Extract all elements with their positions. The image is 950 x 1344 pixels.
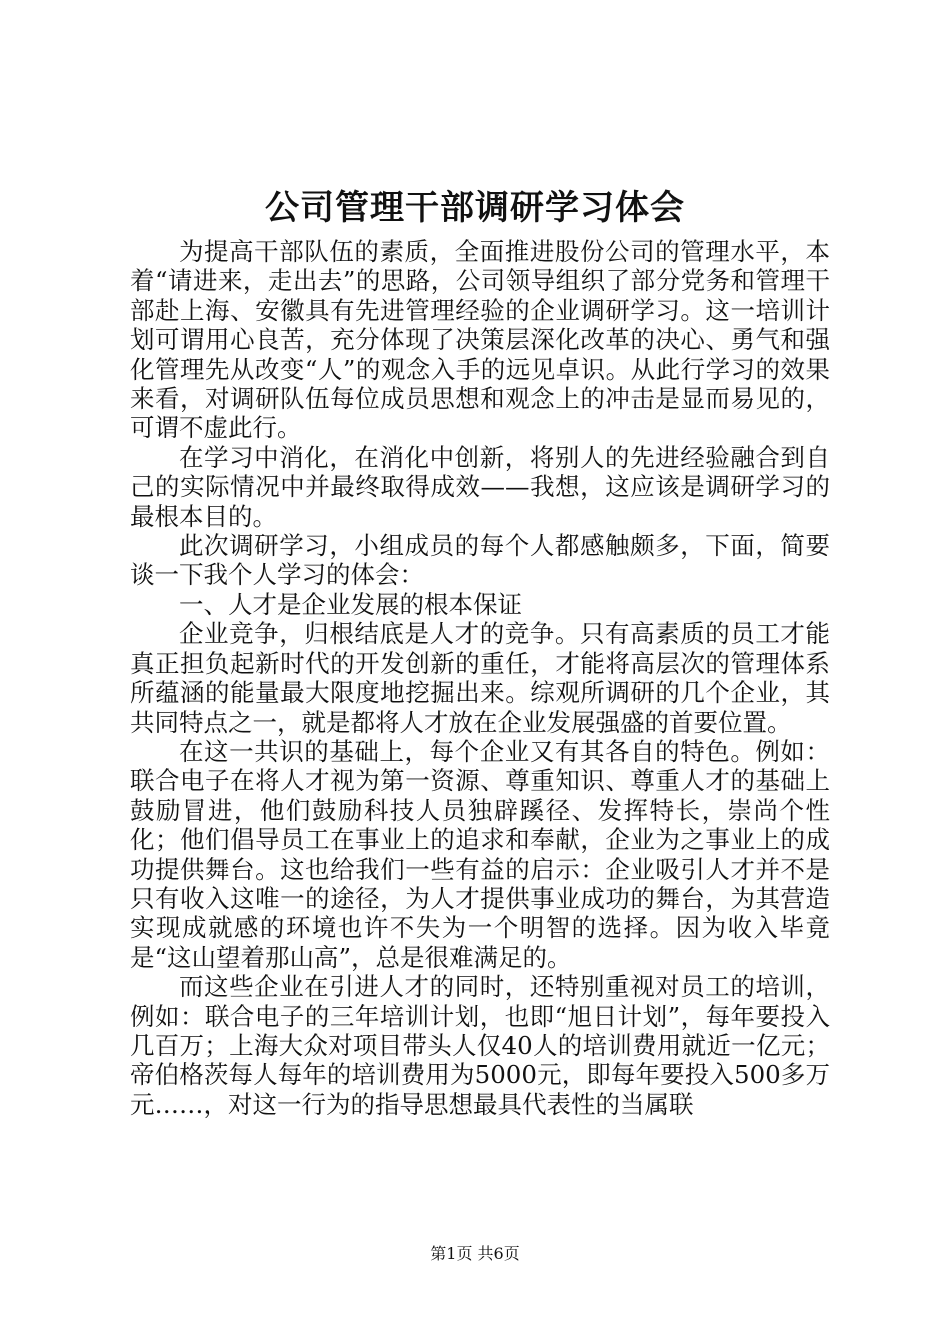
section-heading: 一、人才是企业发展的根本保证	[179, 589, 522, 619]
paragraph: 在这一共识的基础上，每个企业又有其各自的特色。例如：联合电子在将人才视为第一资源、尊重知识、尊重人才的基础上鼓励冒进，他们鼓励科技人员独辟蹊径、发挥特长，崇尚个性化；他们倡导员工在事业上的追求和奉献，企业为之事业上的成功提供舞台。这也给我们一些有益的启示：企业吸引人才并不是只有收入这唯一的途径，为人才提供事业成功的舞台，为其营造实现成就感的环境也许不失为一个明智的选择。因为收入毕竟是“这山望着那山高”，总是很难满足的。	[130, 736, 830, 972]
document-title: 公司管理干部调研学习体会	[265, 188, 685, 228]
document-body	[130, 237, 830, 1119]
paragraph: 而这些企业在引进人才的同时，还特别重视对员工的培训，例如：联合电子的三年培训计划，也即“旭日计划”，每年要投入几百万；上海大众对项目带头人仅40人的培训费用就近一亿元；帝伯格茨每人每年的培训费用为5000元，即每年要投入500多万元……，对这一行为的指导思想最具代表性的当属联	[130, 972, 830, 1119]
paragraph: 为提高干部队伍的素质，全面推进股份公司的管理水平，本着“请进来，走出去”的思路，公司领导组织了部分党务和管理干部赴上海、安徽具有先进管理经验的企业调研学习。这一培训计划可谓用心良苦，充分体现了决策层深化改革的决心、勇气和强化管理先从改变“人”的观念入手的远见卓识。从此行学习的效果来看，对调研队伍每位成员思想和观念上的冲击是显而易见的，可谓不虚此行。	[130, 237, 830, 443]
paragraph: 企业竞争，归根结底是人才的竞争。只有高素质的员工才能真正担负起新时代的开发创新的重任，才能将高层次的管理体系所蕴涵的能量最大限度地挖掘出来。综观所调研的几个企业，其共同特点之一，就是都将人才放在企业发展强盛的首要位置。	[130, 619, 830, 737]
paragraph: 此次调研学习，小组成员的每个人都感触颇多，下面，简要谈一下我个人学习的体会：	[130, 531, 830, 590]
page-number-footer: 第1页 共6页	[430, 1244, 520, 1263]
paragraph: 在学习中消化，在消化中创新，将别人的先进经验融合到自己的实际情况中并最终取得成效——我想，这应该是调研学习的最根本目的。	[130, 442, 830, 531]
